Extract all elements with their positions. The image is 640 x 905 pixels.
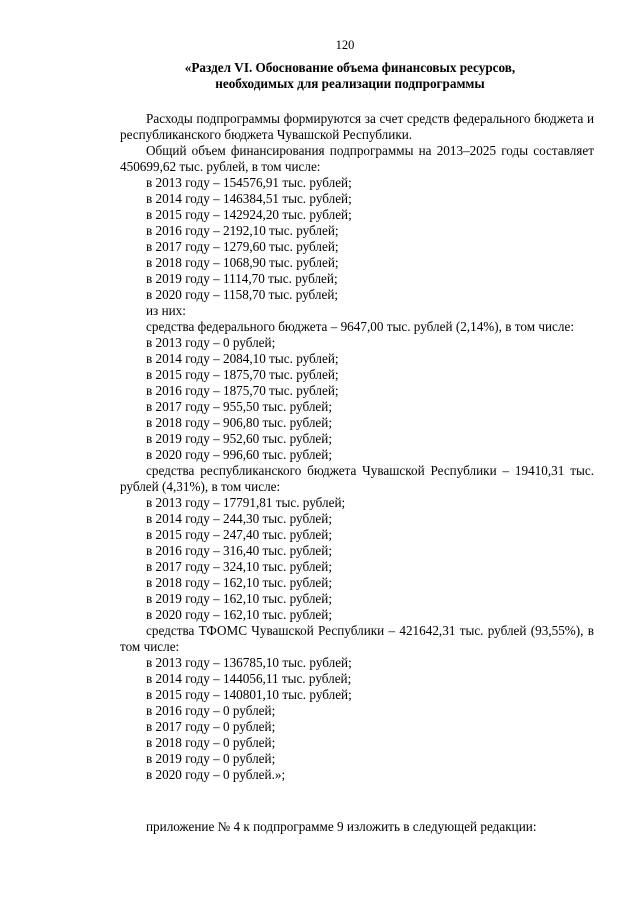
list-item: в 2013 году – 136785,10 тыс. рублей; xyxy=(146,655,352,670)
list-item: в 2016 году – 316,40 тыс. рублей; xyxy=(146,543,332,558)
list-item: в 2018 году – 0 рублей; xyxy=(146,735,276,750)
list-item: в 2019 году – 0 рублей; xyxy=(146,751,276,766)
list-item: в 2017 году – 0 рублей; xyxy=(146,719,276,734)
list-item: в 2014 году – 244,30 тыс. рублей; xyxy=(146,511,332,526)
list-item: в 2014 году – 2084,10 тыс. рублей; xyxy=(146,351,339,366)
list-item: в 2020 году – 996,60 тыс. рублей; xyxy=(146,447,332,462)
federal-years-list xyxy=(120,335,594,463)
list-item: в 2019 году – 1114,70 тыс. рублей; xyxy=(146,271,338,286)
page-number: 120 xyxy=(335,38,355,52)
list-item: в 2015 году – 247,40 тыс. рублей; xyxy=(146,527,332,542)
list-item: в 2015 году – 142924,20 тыс. рублей; xyxy=(146,207,352,222)
list-item: в 2014 году – 144056,11 тыс. рублей; xyxy=(146,671,352,686)
republic-years-list xyxy=(120,495,594,623)
list-item: в 2018 году – 1068,90 тыс. рублей; xyxy=(146,255,339,270)
list-item: в 2016 году – 0 рублей; xyxy=(146,703,276,718)
list-item: в 2013 году – 0 рублей; xyxy=(146,335,276,350)
list-item: в 2020 году – 0 рублей.»; xyxy=(146,767,286,782)
list-item: в 2015 году – 1875,70 тыс. рублей; xyxy=(146,367,339,382)
list-item: в 2019 году – 162,10 тыс. рублей; xyxy=(146,591,332,606)
republic-budget-paragraph: средства республиканского бюджета Чувашской Республики – 19410,31 тыс. рублей (4,31%), в том числе: xyxy=(120,463,594,494)
spacer xyxy=(120,783,594,819)
tfoms-years-list xyxy=(120,655,594,783)
list-item: в 2017 году – 324,10 тыс. рублей; xyxy=(146,559,332,574)
list-item: в 2016 году – 2192,10 тыс. рублей; xyxy=(146,223,339,238)
list-item: в 2014 году – 146384,51 тыс. рублей; xyxy=(146,191,352,206)
tfoms-paragraph: средства ТФОМС Чувашской Республики – 421642,31 тыс. рублей (93,55%), в том числе: xyxy=(120,623,594,654)
list-item: в 2013 году – 154576,91 тыс. рублей; xyxy=(146,175,352,190)
federal-budget-paragraph: средства федерального бюджета – 9647,00 тыс. рублей (2,14%), в том числе: xyxy=(146,319,574,334)
list-item: в 2015 году – 140801,10 тыс. рублей; xyxy=(146,687,352,702)
section-heading xyxy=(150,60,550,92)
list-item: в 2020 году – 162,10 тыс. рублей; xyxy=(146,607,332,622)
intro-paragraph: Расходы подпрограммы формируются за счет средств федерального бюджета и республиканского бюджета Чувашской Республики. xyxy=(120,111,594,142)
total-years-list xyxy=(120,175,594,303)
document-body xyxy=(120,111,594,835)
section-heading-line-2: необходимых для реализации подпрограммы xyxy=(215,76,485,91)
list-item: в 2017 году – 1279,60 тыс. рублей; xyxy=(146,239,339,254)
list-item: в 2020 году – 1158,70 тыс. рублей; xyxy=(146,287,339,302)
list-item: в 2016 году – 1875,70 тыс. рублей; xyxy=(146,383,339,398)
list-item: в 2013 году – 17791,81 тыс. рублей; xyxy=(146,495,346,510)
of-them-label: из них: xyxy=(146,303,186,318)
closing-paragraph: приложение № 4 к подпрограмме 9 изложить в следующей редакции: xyxy=(146,819,537,834)
section-heading-line-1: «Раздел VI. Обоснование объема финансовых ресурсов, xyxy=(184,60,516,75)
list-item: в 2018 году – 162,10 тыс. рублей; xyxy=(146,575,332,590)
list-item: в 2018 году – 906,80 тыс. рублей; xyxy=(146,415,332,430)
list-item: в 2017 году – 955,50 тыс. рублей; xyxy=(146,399,332,414)
total-funding-paragraph: Общий объем финансирования подпрограммы на 2013–2025 годы составляет 450699,62 тыс. рублей, в том числе: xyxy=(120,143,594,174)
list-item: в 2019 году – 952,60 тыс. рублей; xyxy=(146,431,332,446)
